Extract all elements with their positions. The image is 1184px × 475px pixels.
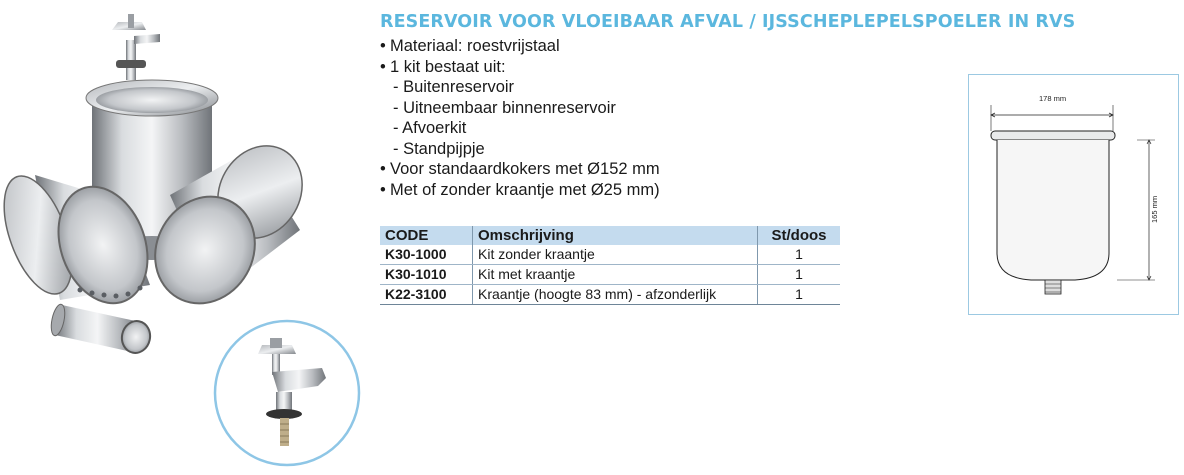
- spec-item: • 1 kit bestaat uit:: [380, 57, 506, 76]
- cell-qty: 1: [758, 285, 841, 305]
- cell-description: Kit zonder kraantje: [473, 245, 758, 265]
- table-row: [380, 285, 840, 305]
- cell-qty: 1: [758, 265, 841, 285]
- spec-sub-item: - Buitenreservoir: [393, 78, 515, 96]
- width-label: 178 mm: [1039, 94, 1067, 103]
- cell-code: K30-1000: [380, 245, 473, 265]
- spec-item: • Voor standaardkokers met Ø152 mm: [380, 160, 660, 178]
- header-code: CODE: [385, 227, 429, 244]
- header-qty: St/doos: [758, 226, 841, 245]
- spec-sub-item: - Standpijpje: [393, 139, 485, 158]
- spec-sub-item: - Afvoerkit: [393, 119, 467, 137]
- height-label: 165 mm: [1150, 195, 1159, 223]
- reservoir-body: [997, 140, 1109, 280]
- cell-description: Kraantje (hoogte 83 mm) - afzonderlijk: [473, 285, 758, 305]
- tap-closeup-illustration: [215, 321, 359, 465]
- header-description: Omschrijving: [473, 226, 758, 245]
- spec-list: [380, 36, 660, 200]
- reservoir-rim: [991, 131, 1115, 140]
- product-photo: [0, 0, 370, 475]
- cell-qty: 1: [758, 245, 841, 265]
- cell-code: K30-1010: [380, 265, 473, 285]
- product-title: RESERVOIR VOOR VLOEIBAAR AFVAL / IJSSCHEPLEPELSPOELER IN RVS: [380, 12, 1076, 32]
- standpipe-illustration: [49, 303, 153, 355]
- dimension-diagram: [968, 74, 1179, 315]
- table-row: [380, 245, 840, 265]
- product-table: [380, 226, 840, 305]
- cell-code: K22-3100: [380, 285, 473, 305]
- spec-item: • Materiaal: roestvrijstaal: [380, 37, 560, 55]
- cell-description: Kit met kraantje: [473, 265, 758, 285]
- top-tap-illustration: [112, 14, 160, 80]
- spec-item: • Met of zonder kraantje met Ø25 mm): [380, 180, 660, 199]
- table-row: [380, 265, 840, 285]
- table-header-row: [380, 226, 840, 245]
- spec-sub-item: - Uitneembaar binnenreservoir: [393, 98, 616, 117]
